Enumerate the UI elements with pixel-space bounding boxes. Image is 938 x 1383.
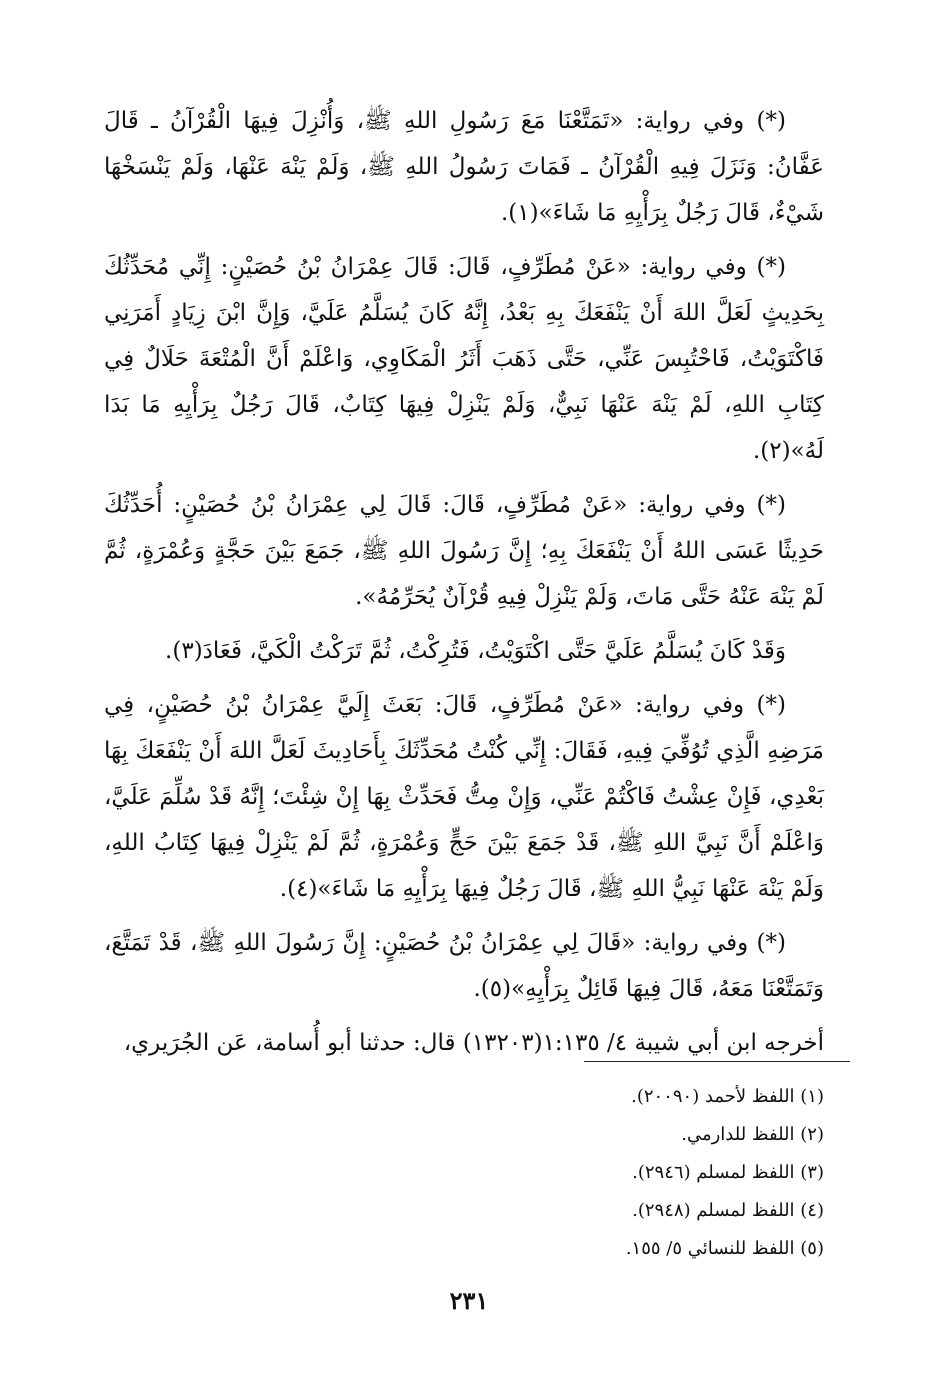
paragraph-source: أخرجه ابن أبي شيبة ٤/ ١:١٣٥(١٣٢٠٣) قال: حدثنا أبو أُسامة، عَن الجُرَيري، bbox=[123, 1030, 824, 1056]
paragraph-narration-1: (*) وفي رواية: «تَمَتَّعْنَا مَعَ رَسُولِ اللهِ ﷺ، وَأُنْزِلَ فِيهَا الْقُرْآنُ ـ قَالَ عَفَّانُ: وَنَزَلَ فِيهِ الْقُرْآنُ ـ فَمَاتَ رَسُولُ اللهِ ﷺ، وَلَمْ يَنْهَ عَنْهَا، وَلَمْ يَنْسَخْهَا شَيْءٌ، قَالَ رَجُلٌ بِرَأْيِهِ مَا شَاءَ»(١). bbox=[104, 108, 824, 226]
main-text bbox=[104, 98, 824, 1074]
footnote-4: (٤) اللفظ لمسلم (٢٩٤٨). bbox=[632, 1200, 824, 1221]
paragraph-narration-2: (*) وفي رواية: «عَنْ مُطَرِّفٍ، قَالَ: قَالَ عِمْرَانُ بْنُ حُصَيْنٍ: إِنِّي مُحَدِّثُكَ بِحَدِيثٍ لَعَلَّ اللهَ أَنْ يَنْفَعَكَ بِهِ بَعْدُ، إِنَّهُ كَانَ يُسَلَّمُ عَلَيَّ، وَإِنَّ ابْنَ زِيَادٍ أَمَرَنِي فَاكْتَوَيْتُ، فَاحْتُبِسَ عَنِّي، حَتَّى ذَهَبَ أَثَرُ الْمَكَاوِي، وَاعْلَمْ أَنَّ الْمُتْعَةَ حَلَالٌ فِي كِتَابِ اللهِ، لَمْ يَنْهَ عَنْهَا نَبِيٌّ، وَلَمْ يَنْزِلْ فِيهَا كِتَابٌ، قَالَ رَجُلٌ بِرَأْيِهِ مَا بَدَا لَهُ»(٢). bbox=[104, 254, 824, 464]
footnote-2: (٢) اللفظ للدارمي. bbox=[681, 1124, 824, 1145]
paragraph-narration-4: (*) وفي رواية: «عَنْ مُطَرِّفٍ، قَالَ: بَعَثَ إِلَيَّ عِمْرَانُ بْنُ حُصَيْنٍ، فِي مَرَضِهِ الَّذِي تُوُفِّيَ فِيهِ، فَقَالَ: إِنِّي كُنْتُ مُحَدِّثَكَ بِأَحَادِيثَ لَعَلَّ اللهَ أَنْ يَنْفَعَكَ بِهَا بَعْدِي، فَإِنْ عِشْتُ فَاكْتُمْ عَنِّي، وَإِنْ مِتُّ فَحَدِّثْ بِهَا إِنْ شِئْتَ؛ إِنَّهُ قَدْ سُلِّمَ عَلَيَّ، وَاعْلَمْ أَنَّ نَبِيَّ اللهِ ﷺ، قَدْ جَمَعَ بَيْنَ حَجٍّ وَعُمْرَةٍ، ثُمَّ لَمْ يَنْزِلْ فِيهَا كِتَابُ اللهِ، وَلَمْ يَنْهَ عَنْهَا نَبِيُّ اللهِ ﷺ، قَالَ رَجُلٌ فِيهَا بِرَأْيِهِ مَا شَاءَ»(٤). bbox=[104, 692, 824, 902]
paragraph-narration-3: (*) وفي رواية: «عَنْ مُطَرِّفٍ، قَالَ: قَالَ لِي عِمْرَانُ بْنُ حُصَيْنٍ: أُحَدِّثُكَ حَدِيثًا عَسَى اللهُ أَنْ يَنْفَعَكَ بِهِ؛ إِنَّ رَسُولَ اللهِ ﷺ، جَمَعَ بَيْنَ حَجَّةٍ وَعُمْرَةٍ، ثُمَّ لَمْ يَنْهَ عَنْهُ حَتَّى مَاتَ، وَلَمْ يَنْزِلْ فِيهِ قُرْآنٌ يُحَرِّمُهُ». bbox=[104, 492, 824, 610]
footnote-5: (٥) اللفظ للنسائي ٥/ ١٥٥. bbox=[625, 1238, 824, 1259]
page-number: ٢٣١ bbox=[449, 1286, 489, 1315]
paragraph-narration-5: (*) وفي رواية: «قَالَ لِي عِمْرَانُ بْنُ حُصَيْنٍ: إِنَّ رَسُولَ اللهِ ﷺ، قَدْ تَمَتَّعَ، وَتَمَتَّعْنَا مَعَهُ، قَالَ فِيهَا قَائِلٌ بِرَأْيِهِ»(٥). bbox=[104, 930, 824, 1002]
paragraph-narration-3-continued: وَقَدْ كَانَ يُسَلَّمُ عَلَيَّ حَتَّى اكْتَوَيْتُ، فَتُرِكْتُ، ثُمَّ تَرَكْتُ الْكَيَّ، فَعَادَ(٣). bbox=[165, 638, 786, 664]
footnote-1: (١) اللفظ لأحمد (٢٠٠٩٠). bbox=[631, 1086, 824, 1107]
footnote-separator bbox=[584, 1061, 850, 1062]
footnotes bbox=[104, 1078, 824, 1268]
footnote-3: (٣) اللفظ لمسلم (٢٩٤٦). bbox=[632, 1162, 824, 1183]
